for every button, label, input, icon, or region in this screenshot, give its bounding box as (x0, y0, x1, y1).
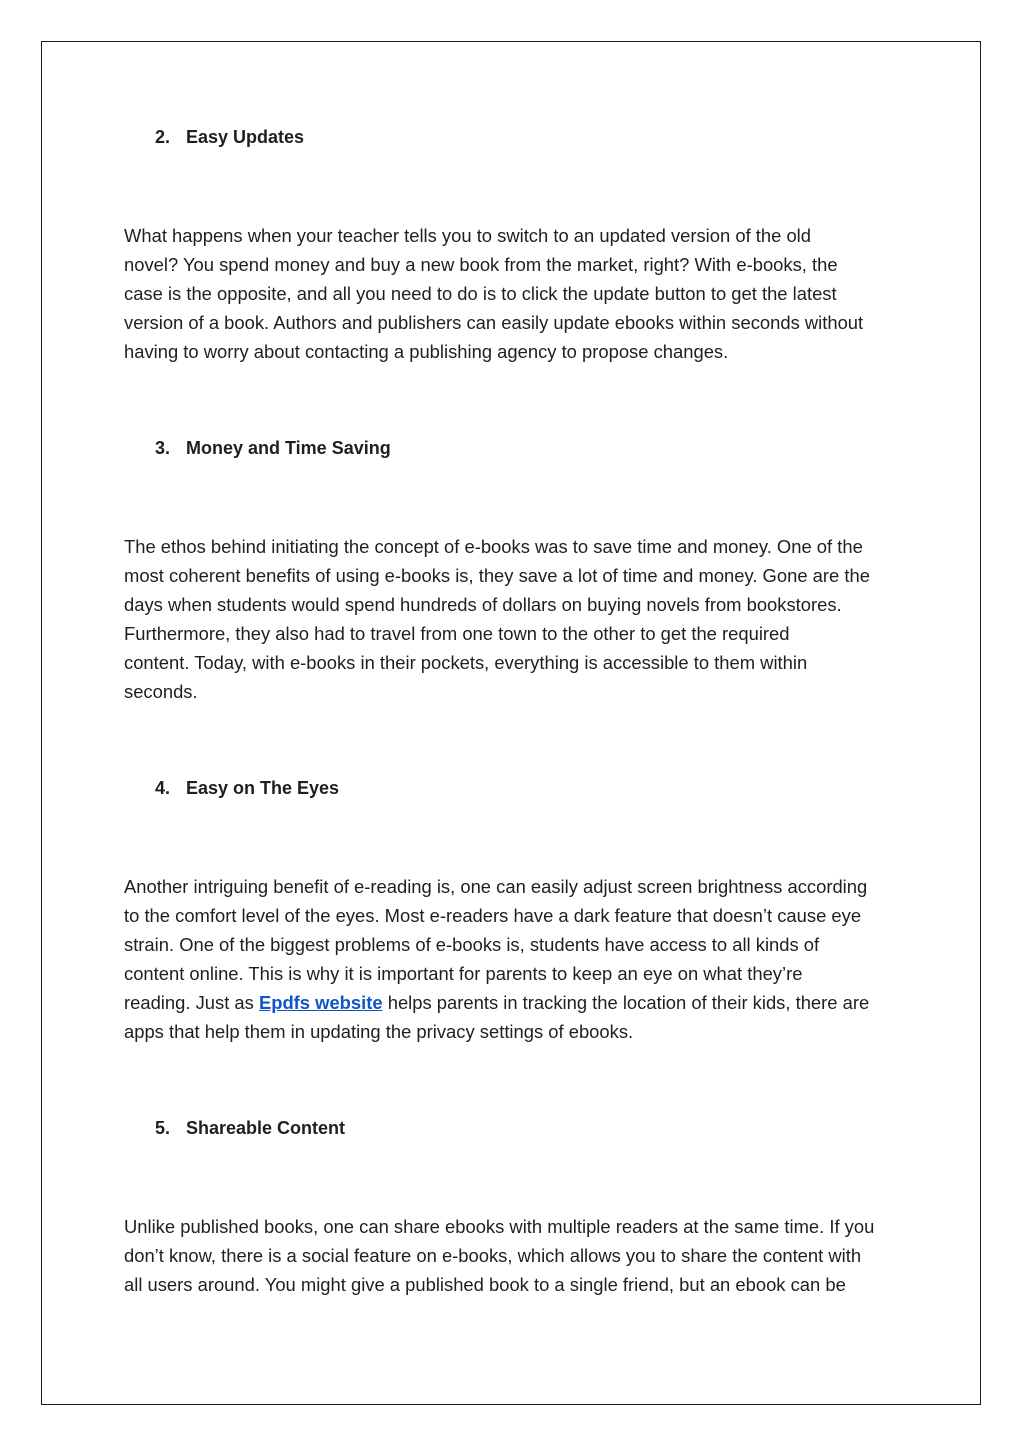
paragraph-line: Furthermore, they also had to travel from one town to the other to get the required (124, 623, 790, 644)
section-number: 2. (155, 127, 171, 147)
section-paragraph-easy-updates (124, 221, 914, 366)
section-title: Easy on The Eyes (186, 778, 340, 798)
paragraph-line: version of a book. Authors and publishers can easily update ebooks within seconds without (124, 312, 864, 333)
paragraph-line: all users around. You might give a published book to a single friend, but an ebook can be (124, 1274, 846, 1295)
section-paragraph-money-and-time-saving (124, 532, 914, 706)
section-number: 5. (155, 1118, 171, 1138)
paragraph-line: The ethos behind initiating the concept of e-books was to save time and money. One of the (124, 536, 863, 557)
paragraph-line: seconds. (124, 681, 198, 702)
link-suffix-text: helps parents in tracking the location of their kids, there are (382, 992, 870, 1013)
link-prefix-text: reading. Just as (124, 992, 259, 1013)
section-paragraph-easy-on-the-eyes (124, 872, 914, 1046)
paragraph-line: having to worry about contacting a publishing agency to propose changes. (124, 341, 729, 362)
epdfs-website-link[interactable]: Epdfs website (258, 992, 383, 1013)
section-heading-easy-updates (155, 126, 304, 148)
paragraph-line: days when students would spend hundreds of dollars on buying novels from bookstores. (124, 594, 842, 615)
paragraph-line: Another intriguing benefit of e-reading is, one can easily adjust screen brightness according (124, 876, 868, 897)
paragraph-line: most coherent benefits of using e-books is, they save a lot of time and money. Gone are the (124, 565, 870, 586)
paragraph-line-with-link (124, 988, 914, 1017)
paragraph-line: Unlike published books, one can share ebooks with multiple readers at the same time. If you (124, 1216, 875, 1237)
paragraph-line: novel? You spend money and buy a new book from the market, right? With e-books, the (124, 254, 838, 275)
section-number: 4. (155, 778, 171, 798)
section-heading-money-and-time-saving (155, 437, 391, 459)
section-title: Easy Updates (186, 127, 305, 147)
paragraph-line: to the comfort level of the eyes. Most e-readers have a dark feature that doesn’t cause eye (124, 905, 862, 926)
paragraph-line: don’t know, there is a social feature on e-books, which allows you to share the content with (124, 1245, 862, 1266)
section-heading-easy-on-the-eyes (155, 777, 339, 799)
section-title: Money and Time Saving (186, 438, 391, 458)
section-heading-shareable-content (155, 1117, 345, 1139)
section-paragraph-shareable-content (124, 1212, 914, 1299)
section-number: 3. (155, 438, 171, 458)
section-title: Shareable Content (186, 1118, 346, 1138)
paragraph-line: content online. This is why it is important for parents to keep an eye on what they’re (124, 963, 803, 984)
paragraph-line: case is the opposite, and all you need to do is to click the update button to get the latest (124, 283, 837, 304)
paragraph-line: strain. One of the biggest problems of e-books is, students have access to all kinds of (124, 934, 820, 955)
paragraph-line: content. Today, with e-books in their pockets, everything is accessible to them within (124, 652, 808, 673)
paragraph-line: apps that help them in updating the privacy settings of ebooks. (124, 1021, 634, 1042)
paragraph-line: What happens when your teacher tells you to switch to an updated version of the old (124, 225, 811, 246)
